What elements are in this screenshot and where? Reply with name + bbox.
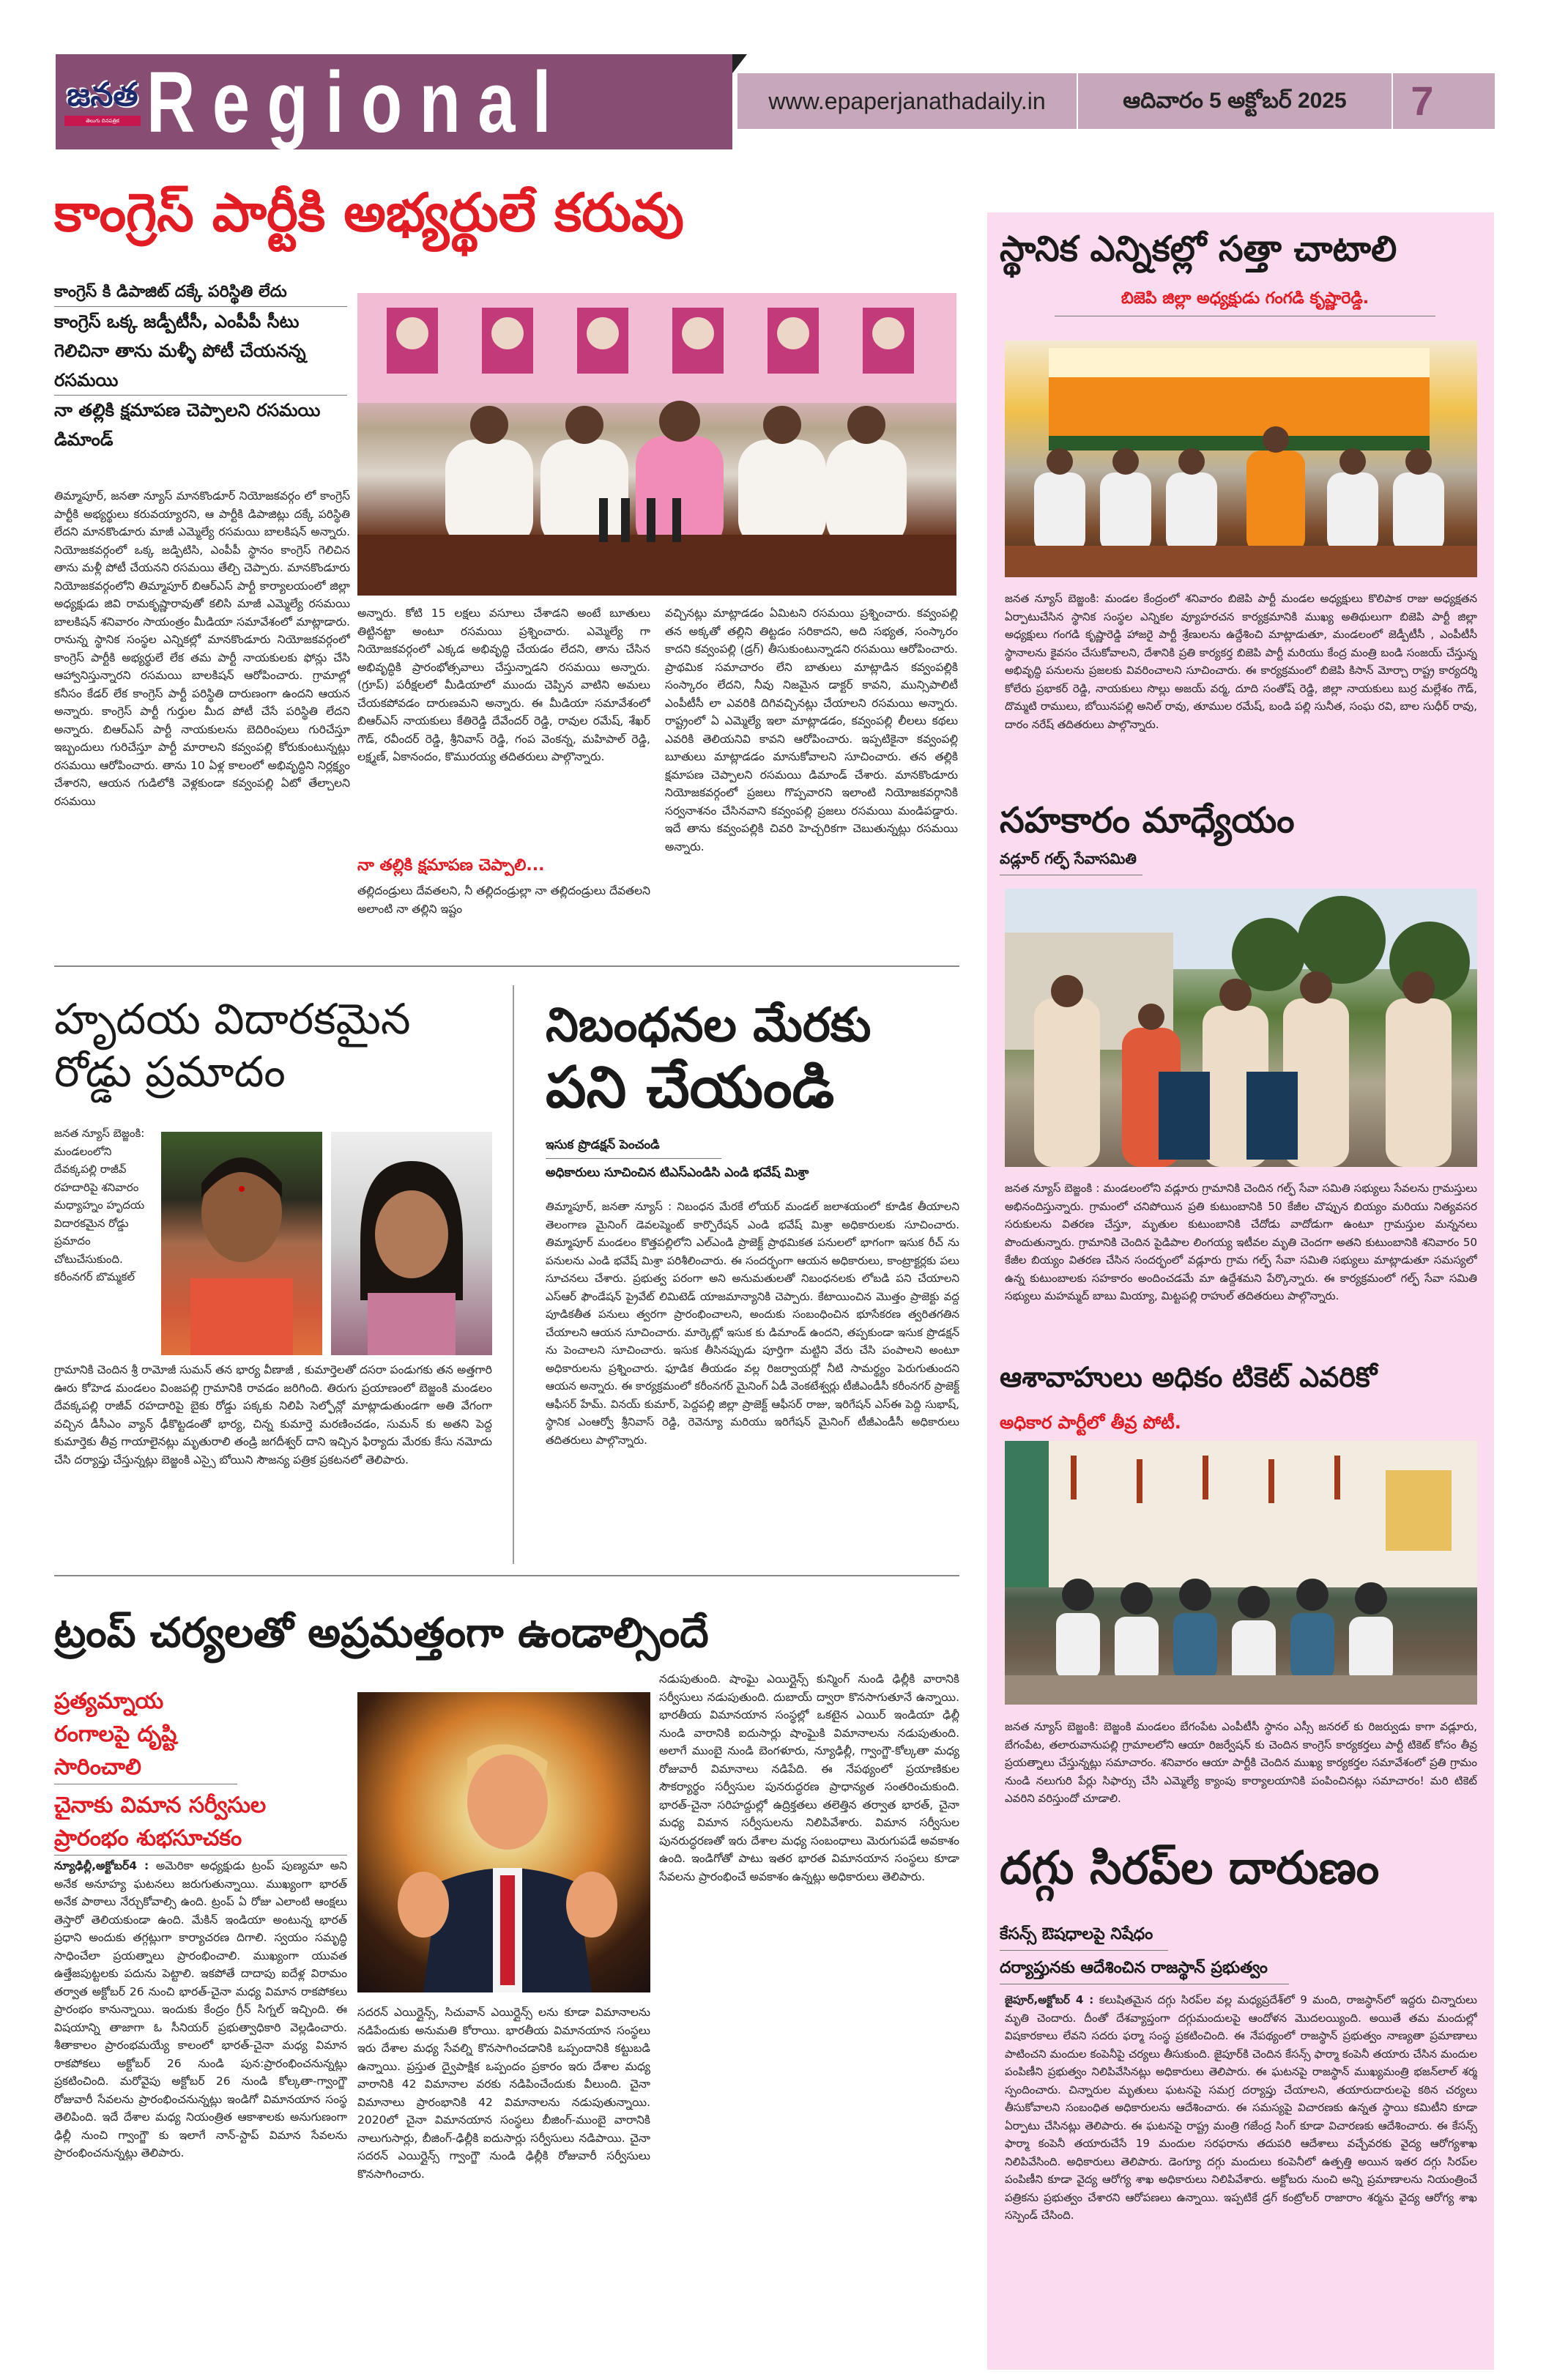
- subhead: నా తల్లికి క్షమాపణ చెప్పాలని రసమయి డిమాండ్: [54, 400, 321, 450]
- divider: [54, 1575, 959, 1576]
- headline-trump: ట్రంప్ చర్యలతో అప్రమత్తంగా ఉండాల్సిందే: [54, 1609, 709, 1657]
- dateline: జైపూర్,అక్టోబర్ 4 :: [1005, 1993, 1094, 2006]
- accident-body: గ్రామానికి చెందిన శ్రీ రామోజీ సుమన్ తన భార్య వీణాజీ , కుమార్తెలతో దసరా పండుగకు తన అత్తగారి ఊరు కోహెడ మండలం వింజపల్లి గ్రామానికి రావడం జరిగింది. తిరుగు ప్రయాణంలో బెజ్జంకి మండలం దేవక్కపల్లి రాజీవ్ రహదారిపై బైకు రోడ్డు పక్కకు నిలిపి సెల్ఫోన్లో మాట్లాడుతుండగా అతి వేగంగా వచ్చిన డీసీఎం వ్యాన్ ఢీకొట్టడంతో భార్య, చిన్న కుమార్తె మరణించడం, సుమన్ కు అతని పెద్ద కుమార్తెకు తీవ్ర గాయాలైనట్లు మృతురాలి తండ్రి జగదీశ్వర్ దాని ఇచ్చిన ఫిర్యాదు మేరకు కేసు నమోదు చేసి దర్యాప్తు చేస్తున్నట్లు బెజ్జంకి ఎస్సై బోయిని సౌజన్య పత్రిక ప్రకటనలో తెలిపారు.: [54, 1363, 492, 1467]
- page-number: 7: [1411, 78, 1434, 124]
- subhead: కాంగ్రెస్ కి డిపాజిట్ దక్కే పరిస్థితి లేదు: [54, 278, 347, 307]
- sand-subhead: ఇసుక ప్రొడక్షన్ పెంచండి: [546, 1132, 721, 1159]
- rice-distribution-illustration: [1005, 889, 1477, 1167]
- gulf-subhead: వడ్లూర్ గల్ఫ్ సేవాసమితి: [1000, 842, 1142, 875]
- headline-ticket: ఆశావాహులు అధికం టికెట్ ఎవరికో: [1000, 1361, 1378, 1393]
- woman-illustration: [161, 1132, 322, 1355]
- subhead: చైనాకు విమాన సర్వీసుల ప్రారంభం శుభసూచకం: [54, 1789, 347, 1856]
- syrup-subhead: దర్యాప్తునకు ఆదేశించిన రాజస్థాన్ ప్రభుత్వం: [1000, 1953, 1289, 1984]
- logo-text: జనత: [67, 76, 138, 114]
- congress-body-col2-after: తల్లిదండ్రులు దేవతలని, నీ తల్లిదండ్రుల్లా నా తల్లిదండ్రులు దేవతలని అలాంటి నా తల్లిని ఇష్టం: [357, 884, 650, 916]
- party-workers-illustration: [1005, 1441, 1477, 1705]
- subhead: ప్రత్యమ్నాయ రంగాలపై దృష్టి సారించాలి: [54, 1685, 237, 1784]
- headline-congress: కాంగ్రెస్ పార్టీకి అభ్యర్థులే కరువు: [54, 182, 684, 243]
- headline-gulf: సహకారం మాధ్యేయం: [1000, 800, 1295, 841]
- divider: [54, 965, 959, 967]
- headline-syrup: దగ్గు సిరప్‌ల దారుణం: [1000, 1841, 1380, 1894]
- congress-body-col1: తిమ్మాపూర్, జనతా న్యూస్ మానకొండూర్ నియోజకవర్గం లో కాంగ్రెస్ పార్టీకి అభ్యర్థులు కరువయ్యారని, ఆ పార్టీకి డిపాజిట్లు దక్కే పరిస్థితి లేదని మానకొండూరు మాజీ ఎమ్మెల్యే రసమయి బాలకిషన్ అన్నారు. నియోజకవర్గంలో ఒక్క జడ్పిటిసి, ఎంపీపీ స్థానం కాంగ్రెస్ గెలిచిన తాను మళ్లీ పోటీ చేయనని రసమయి తేల్చి చెప్పారు. మానకొండూరు నియోజకవర్గంలోని తిమ్మాపూర్ బిఆర్ఎస్ పార్టీ కార్యాలయంలో జిల్లా అధ్యక్షుడు జివి రామకృష్ణారావుతో కలిసి మాజీ ఎమ్మెల్యే రసమయి బాలకిషన్ శనివారం సాయంత్రం మీడియా సమావేశంలో మాట్లాడారు. రానున్న స్థానిక సంస్థల ఎన్నికల్లో మానకొండూరు నియోజకవర్గంలో కాంగ్రెస్ పార్టీకి అభ్యర్థులే లేక తమ పార్టీ నాయకులకు ఫోన్లు చేసి ఆహ్వానిస్తున్నారని రసమయి బాలకిషన్ ఆరోపించారు. గ్రామాల్లో కనీసం కేడర్ లేక కాంగ్రెస్ పార్టీ పరిస్థితి దారుణంగా ఉందని ఆయన అన్నారు. కాంగ్రెస్ పార్టీ గుర్తుల మీద పోటీ చేసే పరిస్థితి లేదని అన్నారు. బిఆర్ఎస్ పార్టీ నాయకులను బెదిరింపులు గురిచేస్తూ ఇబ్బందులు గురిచేస్తూ పార్టీ మారాలని కవ్వంపల్లి కోరుకుంటున్నట్లు రసమయి ఆరోపించారు. తాను 10 ఏళ్ల కాలంలో అభివృద్ధిని నిర్లక్ష్యం చేశారని, ఆయన గుడిలోకి వెళ్లకుండా కవ్వంపల్లి ఏటో తేల్చాలని రసమయి: [54, 489, 350, 808]
- headline-sand-line2: పని చేయండి: [546, 1055, 835, 1121]
- child-illustration: [331, 1132, 492, 1355]
- headline-bjp: స్థానిక ఎన్నికల్లో సత్తా చాటాలి: [1000, 229, 1397, 270]
- trump-body-col1: [54, 1857, 347, 2362]
- info-bar: [737, 73, 1495, 129]
- sand-body: తిమ్మాపూర్, జనతా న్యూస్ : నిబంధన మేరకే లోయర్ మండల్ జలాశయంలో కూడిక తీయాలని తెలంగాణ మైనింగ్ డెవలప్మెంట్ కార్పొరేషన్ ఎండి భవేష్ మిశ్రా అధికారులకు సూచించారు. తిమ్మాపూర్ మండలం కొత్తపల్లిలోని ఎల్ఎండి ప్రాజెక్ట్ ప్రాథమికత పనులలో భాగంగా ఇసుక రీచ్ ను పనులను ఎండి భవేష్ మిశ్రా పరిశీలించారు. ఈ సందర్భంగా ఆయన అధికారులు, కాంట్రాక్టర్లకు పలు సూచనలు చేశారు. ప్రభుత్వ పరంగా అని అనుమతులతో నిబంధనలకు లోబడి పని చేయాలని ఎస్ఆర్ ఫౌండేషన్ ప్రైవేట్ లిమిటెడ్ యాజమాన్యానికి చెప్పారు. కేటాయించిన మొత్తం ప్రాజెక్టు వద్ద పూడికతీత పనులు త్వరగా ప్రారంభించాలని, అందుకు సంబంధించిన భూసేకరణ త్వరితగతిన చేయాలని ఆయన సూచించారు. మార్కెట్లో ఇసుక కు డిమాండ్ ఉందని, తప్పకుండా ఇసుక ప్రొడక్షన్ ను పెంచాలని సూచించారు. ఇసుక తీసినప్పుడు పూర్తిగా మట్టిని వేరు చేసి పంపాలని అంటూ అధికారులను ప్రశ్నించారు. ఫూడిక తీయడం వల్ల రిజర్వాయర్లో నీటి సామర్థ్యం పెరుగుతుందని ఆయన అన్నారు. ఈ కార్యక్రమంలో కరీంనగర్ మైనింగ్ ఏడీ వెంకటేశ్వర్లు టీజీఎండీసీ కరీంనగర్ ప్రాజెక్ట్ ఆఫీసర్ హేమ్. వినయ్ కుమార్, పెద్దపల్లి జిల్లా ప్రాజెక్ట్ ఆఫీసర్ రాజు, ఇరిగేషన్ ఎస్ఈ పెద్ది సుభాష్, స్థానిక ఎంఆర్వో శ్రీనివాస్ రెడ్డి, రెవెన్యూ మరియు ఇరిగేషన్ మైనింగ్ టీజీఎండీసీ అధికారులు తదితరులు పాల్గొన్నారు.: [546, 1200, 959, 1447]
- issue-date: ఆదివారం 5 అక్టోబర్ 2025: [1078, 73, 1393, 129]
- newspaper-logo[interactable]: [64, 73, 141, 132]
- dateline: న్యూఢిల్లీ,అక్టోబర్4 :: [54, 1859, 149, 1872]
- syrup-body-text: కలుషితమైన దగ్గు సిరప్‌ల వల్ల మధ్యప్రదేశ్‌లో 9 మంది, రాజస్థాన్‌లో ఇద్దరు చిన్నారులు మృతి చెందారు. దీంతో దేశవ్యాప్తంగా దగ్గుమందులపై ఆందోళన మొదలయ్యింది. అయితే తమ మందుల్లో విషకారకాలు లేవని సదరు ఫర్మా సంస్థ ప్రకటించింది. ఈ నేపథ్యంలో రాజస్థాన్ ప్రభుత్వం నాణ్యతా ప్రమాణాలు పాటించని మందుల కంపెనీపై చర్యలు తీసుకుంది. జైపూర్‌కి చెందిన కేసన్స్ ఫార్మా కంపెనీ తయారు చేసిన మందుల పంపిణీని ప్రభుత్వం నిలిపివేసినట్లు అధికారులు తెలిపారు. ఈ ఘటనపై రాజస్థాన్ ముఖ్యమంత్రి భజన్‌లాల్ శర్మ స్పందించారు. చిన్నారుల మృతులు ఘటనపై సమగ్ర దర్యాప్తు చేయాలని, తయారుదారులపై కఠిన చర్యలు తీసుకోవాలని సంబంధిత అధికారులను ఆదేశించారు. ఈ సమస్యపై విచారణకు ఉన్నత స్థాయి కమిటీని కూడా ఏర్పాటు చేసినట్లు తెలిపారు. ఈ ఘటనపై రాష్ట్ర మంత్రి గజేంద్ర సింగ్ కూడా విచారణకు ఆదేశించారు. ఈ కేసన్స్ ఫార్మా కంపెనీ తయారుచేసే 19 మందుల సరఫరాను తదుపరి ఆదేశాలు వచ్చేవరకు వైద్య ఆరోగ్యశాఖ నిలిపివేసింది. అధికారులు తెలిపారు. డెంగ్యూ దగ్గు మందులు కంపెనీలో ఉత్పత్తి అయిన ఇతర దగ్గు సిరప్‌ల పంపిణీని కూడా వైద్య ఆరోగ్య శాఖ అధికారులు నిలిపివేశారు. అక్టోబరు నుంచి అన్ని ప్రమాణాలను నియంత్రించే పత్రికను ప్రభుత్వం చేశారని ఆరోపణలు ఉన్నాయి. ఇప్పటికే డ్రగ్ కంట్రోలర్ రాజారాం శర్మను వైద్య ఆరోగ్య శాఖ సస్పెండ్ చేసింది.: [1005, 1993, 1477, 2222]
- congress-col2: [357, 604, 650, 949]
- press-meet-photo: [357, 293, 956, 596]
- trump-illustration: [357, 1692, 650, 1992]
- headline-accident: హృదయ విదారకమైన రోడ్డు ప్రమాదం: [54, 994, 411, 1097]
- woman-portrait-photo: [161, 1132, 322, 1355]
- website-link[interactable]: www.epaperjanathadaily.in: [737, 73, 1078, 129]
- press-meet-illustration: [357, 293, 956, 596]
- headline-sand-line1: నిబంధనల మేరకు: [546, 998, 872, 1053]
- section-title: Regional: [146, 54, 568, 151]
- trump-body-col1-text: అమెరికా అధ్యక్షుడు ట్రంప్ పుణ్యమా అని అనేక అనూహ్య ఘటనలు జరుగుతున్నాయి. ముఖ్యంగా భారత్ అనేక పాఠాలు నేర్చుకోవాల్సి ఉంది. ట్రంప్ ఏ రోజు ఎలాంటి ఆంక్షలు తెస్తారో తెలియకుండా ఉంది. మేకిన్ ఇండియా అంటున్న భారత్ ప్రధాని అందుకు తగ్గట్లుగా కార్యాచరణ దిగాలి. స్వయం సమృద్ధి సాధించేలా ప్రయత్నాలు ప్రారంభించాలి. ముఖ్యంగా యువత ఉత్తేజపుట్టలకు పదును పెట్టాలి. ఇకపోతే దాదాపు ఐదేళ్ల విరామం తర్వాత అక్టోబర్ 26 నుంచి భారత్-చైనా మధ్య విమాన రాకపోకలు ప్రారంభం కానున్నాయి. ఇందుకు కేంద్రం గ్రీన్ సిగ్నల్ ఇచ్చింది. ఈ విషయాన్ని తాజాగా ఓ సీనియర్ ప్రభుత్వాధికారి వెల్లడించారు. శీతాకాలం ప్రారంభమయ్యే కాలంలో భారత్-చైనా మధ్య విమాన రాకపోకలు అక్టోబర్ 26 నుండి పున:ప్రారంభించనున్నట్లు ప్రకటించింది. మరోవైపు అక్టోబర్ 26 నుండి కోల్కతా-గ్వాంగ్జౌ రోజువారీ సేవలను ప్రారంభించనున్నట్లు ఇండిగో విమానయాన సంస్థ తెలిపింది. ఇదే దేశాల మధ్య నియంత్రిత ఆకాశాలకు అనుగుణంగా ఢిల్లీ నుంచి గ్వాంగ్జౌ కు ఇలాగే నాన్-స్టాప్ విమాన సేవలను ప్రారంభించనున్నట్లు తెలిపారు.: [54, 1859, 347, 2160]
- ticket-body: జనత న్యూస్ బెజ్జంకి: బెజ్జంకి మండలం బేగంపేట ఎంపీటీసీ స్థానం ఎస్సీ జనరల్ కు రిజర్వుడు కాగా వడ్లూరు, బేగంపేట, తలారువానుపల్లి గ్రామాలలోని ఆయా రిజర్వేషన్ కు చెందిన కాంగ్రెస్ కార్యకర్తలు పార్టీ టికెట్ కోసం తీవ్ర ప్రయత్నాలు చేస్తున్నట్లు సమాచారం. శనివారం ఆయా పార్టీకి చెందిన ముఖ్య కార్యకర్తల సమావేశంలో ప్రతి గ్రామం నుండి నలుగురి పేర్లు సిఫార్సు చేసి ఎమ్మెల్యే క్యాంపు కార్యాలయానికి పంపించినట్లు సమాచారం! మరి టికెట్ ఎవరిని వరిస్తుందో చూడాలి.: [1005, 1720, 1477, 1805]
- subhead: కాంగ్రెస్ ఒక్క జడ్పీటీసీ, ఎంపీపీ సీటు గెలిచినా తాను మళ్ళీ పోటీ చేయనన్న రసమయి: [54, 307, 347, 396]
- ticket-subhead: అధికార పార్టీలో తీవ్ర పోటీ.: [1000, 1412, 1181, 1433]
- congress-subheads: [54, 278, 347, 454]
- inline-heading: నా తల్లికి క్షమాపణ చెప్పాలి...: [357, 856, 545, 875]
- trump-body-col3: నడుపుతుంది. షాంఘై ఎయిర్లైన్స్ కున్మింగ్ నుండి ఢిల్లీకి వారానికి సర్వీసులు నడుపుతుంది. దుబాయ్ ద్వారా కొనసాగుతూనే ఉన్నాయి. భారతీయ విమానయాన సంస్థల్లో ఒకటైన ఎయిర్ ఇండియా ఢిల్లీ నుండి వారానికి ఐదుసార్లు షాంఘైకి విమానాలను నడుపుతుంది. అలాగే ముంబై నుండి బెంగళూరు, న్యూఢిల్లీ, గ్వాంగ్జౌ-కోల్కతా మధ్య రోజువారీ విమానాలు నడిపేది. ఈ నేపథ్యంలో ప్రయాణికుల సౌకర్యార్థం సర్వీసుల పునరుద్ధరణ ప్రాధాన్యత సంతరించుకుంది. భారత్-చైనా సరిహద్దుల్లో ఉద్రిక్తతలు తలెత్తిన తర్వాత భారత్, చైనా మధ్య విమాన సర్వీసులను నిలిపివేశారు. విమాన సర్వీసుల పునరుద్ధరణతో ఇరు దేశాల మధ్య సంబంధాలు మెరుగుపడే అవకాశం ఉంది. ఇండిగోతో పాటు ఇతర భారత విమానయాన సంస్థలు కూడా సేవలను ప్రారంభించే అవకాశం ఉన్నట్లు అధికారులు తెలిపారు.: [659, 1672, 959, 1883]
- rice-distribution-photo: [1005, 889, 1477, 1167]
- bjp-body: జనత న్యూస్ బెజ్జంకి: మండల కేంద్రంలో శనివారం బిజెపి పార్టీ మండల అధ్యక్షులు కొలిపాక రాజు అధ్యక్షతన ఏర్పాటుచేసిన స్థానిక సంస్థల ఎన్నికల వ్యూహరచన కార్యక్రమానికి ముఖ్య అతిథులుగా బిజెపి పార్టీ జిల్లా అధ్యక్షులు గంగడి కృష్ణారెడ్డి హాజరై పార్టీ శ్రేణులను ఉద్దేశించి మాట్లాడుతూ, మండలంలో జెడ్పీటీసీ , ఎంపీటీసీ స్థానాలను కైవసం చేసుకోవాలని, దేశానికి ప్రతి కార్యకర్త బిజెపి పార్టీ మరియు కేంద్ర మంత్రి బండి సంజయ్ చేస్తున్న అభివృద్ధి పనులను ప్రజలకు వివరించాలని సూచించారు. ఈ కార్యక్రమంలో బిజెపి కిసాన్ మోర్చా రాష్ట్ర కార్యదర్శి కోలేరు ప్రభాకర్ రెడ్డి, నాయకులు సొల్లు అజయ్ వర్మ, దూది సంతోష్ రెడ్డి, జిల్లా నాయకులు బుర్ర మల్లేశం గౌడ్, దొమ్మటి రాములు, బోయినపల్లి అనిల్ రావు, తూముల రమేష్, బండి పల్లి సునీత, సంఘ రవి, బాల సుధీర్ రావు, దారం నరేష్ తదితరులు పాల్గొన్నారు.: [1005, 592, 1477, 731]
- bjp-meeting-photo: [1005, 341, 1477, 577]
- party-workers-meeting-photo: [1005, 1441, 1477, 1705]
- masthead-fold: [732, 54, 747, 73]
- child-portrait-photo: [331, 1132, 492, 1355]
- syrup-subhead: కేసన్స్ ఔషధాలపై నిషేధం: [1000, 1919, 1168, 1951]
- trump-photo: [357, 1692, 650, 1992]
- bjp-subhead: బిజెపి జిల్లా అధ్యక్షుడు గంగడి కృష్ణారెడ్డి.: [1055, 282, 1435, 316]
- column-divider: [513, 985, 514, 1564]
- congress-body-col3: వచ్చినట్లు మాట్లాడడం ఏమిటని రసమయి ప్రశ్నించారు. కవ్వంపల్లి తన అక్కతో తల్లిని తిట్టడం సరికాదని, అది సభ్యత, సంస్కారం కాదని కవ్వంపల్లి (డ్రగ్) తీసుకుంటున్నాడని రసమయి ఆరోపించారు. ప్రాథమిక సమాచారం లేని బాతులు మాట్లాడిన కవ్వంపల్లికి సంస్కారం లేదని, నీవు నిజమైన డాక్టర్ కావని, మున్సిపాలిటీ ఎంపీటీసీ లా ఎవరికి దిగివచ్చినట్లు చేయాలని రసమయి అన్నారు. రాష్ట్రంలో ఏ ఎమ్మెల్యే ఇలా మాట్లాడడం, కవ్వంపల్లి లీలలు కథలు ఎవరికి తెలియనివి కావని ఆరోపించారు. ఇప్పటికైనా కవ్వంపల్లి బూతులు మాట్లాడడం మానుకోవాలని సూచించారు. తన తల్లికి క్షమాపణ చెప్పాలని రసమయి డిమాండ్ చేశారు. మానకొండూరు నియోజకవర్గంలో ప్రజలు గొప్పవారని ఇలాంటి నియోజకవర్గానికి సర్వనాశనం చేసినవాని కవ్వంపల్లి ప్రజలు రసమయి మండిపడ్డారు. ఇదే తాను కవ్వంపల్లికి చివరి హెచ్చరికగా చెబుతున్నట్లు రసమయి అన్నారు.: [665, 607, 958, 853]
- gulf-body: జనత న్యూస్ బెజ్జంకి : మండలంలోని వడ్లూరు గ్రామానికి చెందిన గల్ఫ్ సేవా సమితి సభ్యులు సేవలను గ్రామస్తులు అభినందిస్తున్నారు. గ్రామంలో చనిపోయిన ప్రతి కుటుంబానికి 50 కేజీల చొప్పున బియ్యం మరియు నిత్యవసర సరుకులను వితరణ చేస్తూ, మృతుల కుటుంబానికి చేదోడు వాదోడుగా ఉంటూ గ్రామస్తుల మన్ననలు పొందుతున్నారు. గ్రామానికి చెందిన పైడిపాల లింగయ్య ఇటీవల మృతి చెందగా అతని కుటుంబానికి శనివారం 50 కేజీల బియ్యం వితరణ చేసిన సందర్భంలో వడ్లూరు గ్రామ గల్ఫ్ సేవా సమితి సభ్యులు మాట్లాడుతూ సమస్యలో ఉన్న కుటుంబాలకు సహకారం అందించడమే మా ఉద్దేశమని పేర్కొన్నారు. ఈ కార్యక్రమంలో గల్ఫ్ సేవా సమితి సభ్యులు మహమ్మద్ బాబు మియ్యా, మిట్టపల్లి రాహుల్ తదితరులు పాల్గొన్నారు.: [1005, 1182, 1477, 1302]
- sand-subhead: అధికారులు సూచించిన టిఎస్ఎండిసి ఎండి భవేష్ మిశ్రా: [546, 1165, 809, 1180]
- trump-subheads: [54, 1685, 347, 1856]
- accident-lead: జనత న్యూస్ బెజ్జంకి: మండలంలోని దేవక్కపల్లి రాజీవ్ రహదారిపై శనివారం మధ్యాహ్నం హృదయ విదారకమైన రోడ్డు ప్రమాదం చోటుచేసుకుంది. కరీంనగర్ బొమ్మకల్: [54, 1127, 145, 1283]
- trump-body-col2: సదరన్ ఎయిర్లైన్స్, సిచువాన్ ఎయిర్లైన్స్ లను కూడా విమానాలను నడిపేందుకు అనుమతి కోరాయి. భారతీయ విమానయాన సంస్థలు ఇరు దేశాల మధ్య సేవల్ని కొనసాగించడానికి ఒప్పందానికి కట్టుబడి ఉన్నాయి. ప్రస్తుత ద్వైపాక్షిక ఒప్పందం ప్రకారం ఇరు దేశాల మధ్య వారానికి 42 విమానాల వరకు నడిపించేందుకు వీలుంది. చైనా విమానాలు ప్రారంభానికి 42 విమానాలను నడుపుతున్నాయి. 2020లో చైనా విమానయాన సంస్థలు బీజింగ్-ముంబై వారానికి నాలుగుసార్లు, బీజింగ్-ఢిల్లీకి ఐదుసార్లు సర్వీసులు నడిపాయి. చైనా సదరన్ ఎయిర్లైన్స్ గ్వాంగ్జౌ నుండి ఢిల్లీకి రోజువారీ సర్వీసులు కొనసాగించారు.: [357, 2006, 650, 2181]
- congress-body-col2: అన్నారు. కోటి 15 లక్షలు వసూలు చేశాడని అంటే బూతులు తిట్టినట్టా అంటూ రసమయి ప్రశ్నించారు. ఎమ్మెల్యే గా నియోజకవర్గంలో ఎక్కడ అభివృద్ధి చేయడం లేదని, తాను చేసిన అభివృద్ధికి ప్రారంభోత్సవాలు చేస్తున్నాడని రసమయి అన్నారు. (గ్రూప్) పరీక్షలలో మీడియాలో ముందు చెప్పిన వాటిని అమలు చేయకపోవడం దారుణమని అన్నారు. ఈ మీడియా సమావేశంలో బిఆర్ఎస్ నాయకులు కేతిరెడ్డి దేవేందర్ రెడ్డి, రావుల రమేష్, శేఖర్ గౌడ్, రవీందర్ రెడ్డి, శ్రీనివాస్ రెడ్డి, గంప వెంకన్న, మహిపాల్ రెడ్డి, లక్ష్మణ్, ఏకానందం, కొమురయ్య తదితరులు పాల్గొన్నారు.: [357, 607, 650, 763]
- syrup-body: [1005, 1991, 1477, 2361]
- bjp-meeting-illustration: [1005, 341, 1477, 577]
- logo-tagline: తెలుగు దినపత్రిక: [64, 116, 141, 126]
